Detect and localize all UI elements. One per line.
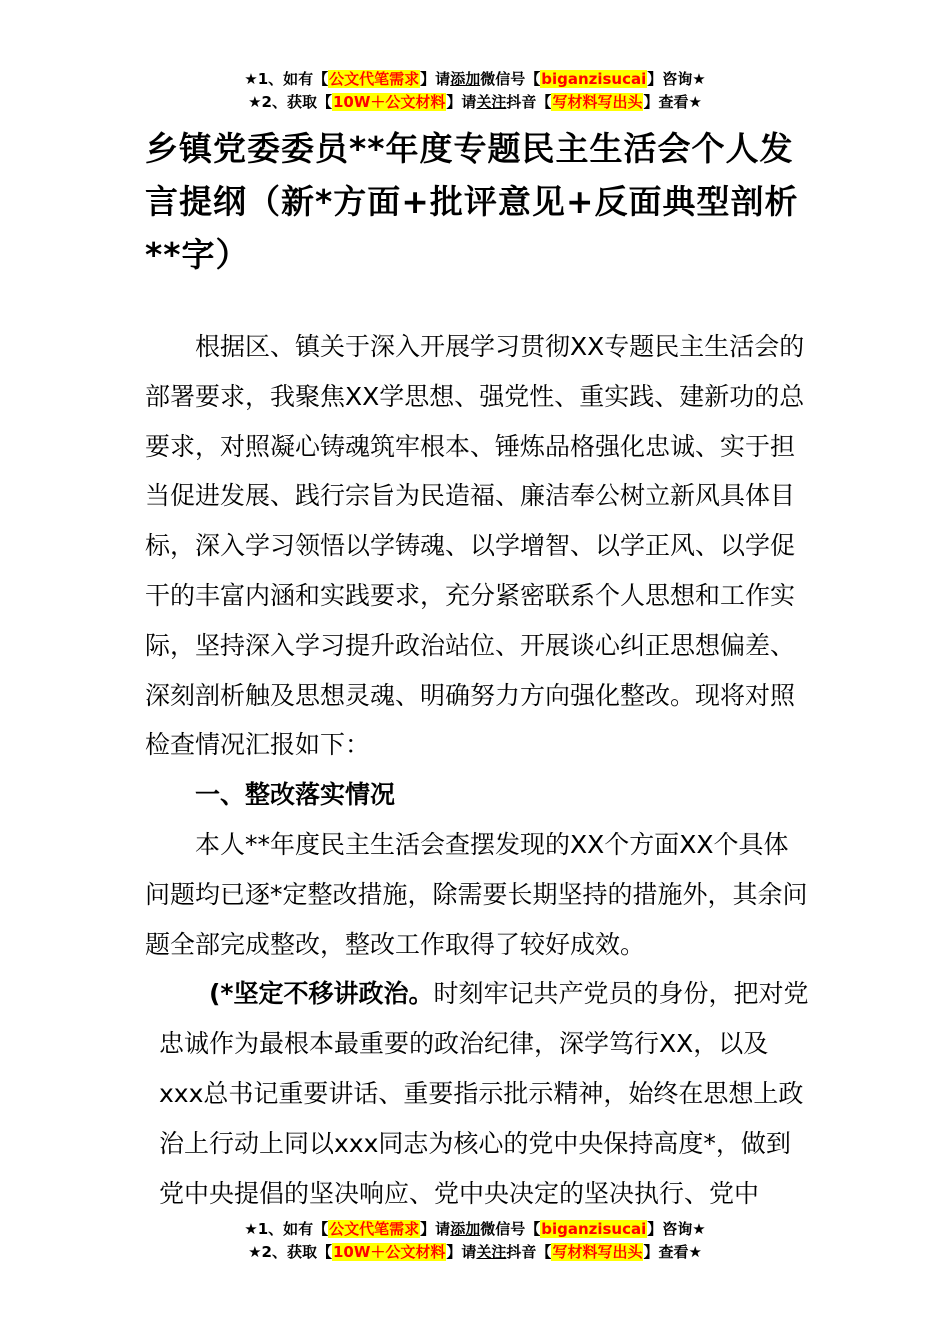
section-heading: 一、整改落实情况: [195, 780, 396, 810]
banner-underlined: 添加: [450, 70, 481, 88]
item-paragraph: [145, 969, 810, 1218]
banner-text: 】请: [420, 70, 451, 88]
banner-highlight: 公文代笔需求: [329, 1220, 420, 1238]
banner-underlined: 关注: [476, 93, 507, 111]
document-title: 乡镇党委委员**年度专题民主生活会个人发言提纲（新*方面+批评意见+反面典型剖析 **字）: [145, 129, 799, 274]
bottom-banner: [0, 1218, 950, 1264]
banner-text: 微信号【: [480, 70, 541, 88]
banner-text: ★2、获取【: [248, 93, 332, 111]
banner-highlight: 写材料写出头: [552, 1243, 643, 1261]
banner-text: 微信号【: [480, 1220, 541, 1238]
banner-text: ★1、如有【: [244, 1220, 329, 1238]
intro-paragraph: 根据区、镇关于深入开展学习贯彻XX专题民主生活会的部署要求，我聚焦XX学思想、强党性、重实践、建新功的总要求，对照凝心铸魂筑牢根本、锤炼品格强化忠诚、实于担当促进发展、践行宗旨为民造福、廉洁奉公树立新风具体目标，深入学习领悟以学铸魂、以学增智、以学正风、以学促干的丰富内涵和实践要求，充分紧密联系个人思想和工作实际，坚持深入学习提升政治站位、开展谈心纠正思想偏差、深刻剖析触及思想灵魂、明确努力方向强化整改。现将对照检查情况汇报如下：: [145, 332, 805, 760]
banner-text: ★1、如有【: [244, 70, 329, 88]
banner-line-1: [0, 1218, 950, 1241]
banner-line-1: [0, 68, 950, 91]
banner-text: 】查看★: [643, 93, 702, 111]
top-banner: [0, 68, 950, 114]
banner-text: 】请: [420, 1220, 451, 1238]
banner-text: 】咨询★: [647, 70, 706, 88]
banner-highlight: biganzisucai: [541, 1220, 647, 1238]
item-text: 时刻牢记共产党员的身份，把对党忠诚作为最根本最重要的政治纪律，深学笃行XX，以及xxx总书记重要讲话、重要指示批示精神，始终在思想上政治上行动上同以xxx同志为核心的党中央保持高度*，做到党中央提倡的坚决响应、党中央决定的坚决执行、党中: [159, 979, 809, 1208]
banner-highlight: biganzisucai: [541, 70, 647, 88]
document-body: [145, 322, 810, 1218]
banner-text: 】请: [446, 93, 477, 111]
banner-text: 抖音【: [506, 93, 552, 111]
banner-highlight: 10W＋公文材料: [332, 93, 446, 111]
banner-text: 】查看★: [643, 1243, 702, 1261]
banner-underlined: 添加: [450, 1220, 481, 1238]
banner-text: ★2、获取【: [248, 1243, 332, 1261]
section-paragraph: 本人**年度民主生活会查摆发现的XX个方面XX个具体问题均已逐*定整改措施，除需要长期坚持的措施外，其余问题全部完成整改，整改工作取得了较好成效。: [145, 829, 808, 959]
banner-line-2: [0, 91, 950, 114]
banner-underlined: 关注: [476, 1243, 507, 1261]
banner-text: 】咨询★: [647, 1220, 706, 1238]
banner-line-2: [0, 1241, 950, 1264]
banner-highlight: 公文代笔需求: [329, 70, 420, 88]
banner-highlight: 10W＋公文材料: [332, 1243, 446, 1261]
item-lead: (*坚定不移讲政治。: [209, 979, 434, 1009]
banner-text: 抖音【: [506, 1243, 552, 1261]
banner-highlight: 写材料写出头: [552, 93, 643, 111]
banner-text: 】请: [446, 1243, 477, 1261]
